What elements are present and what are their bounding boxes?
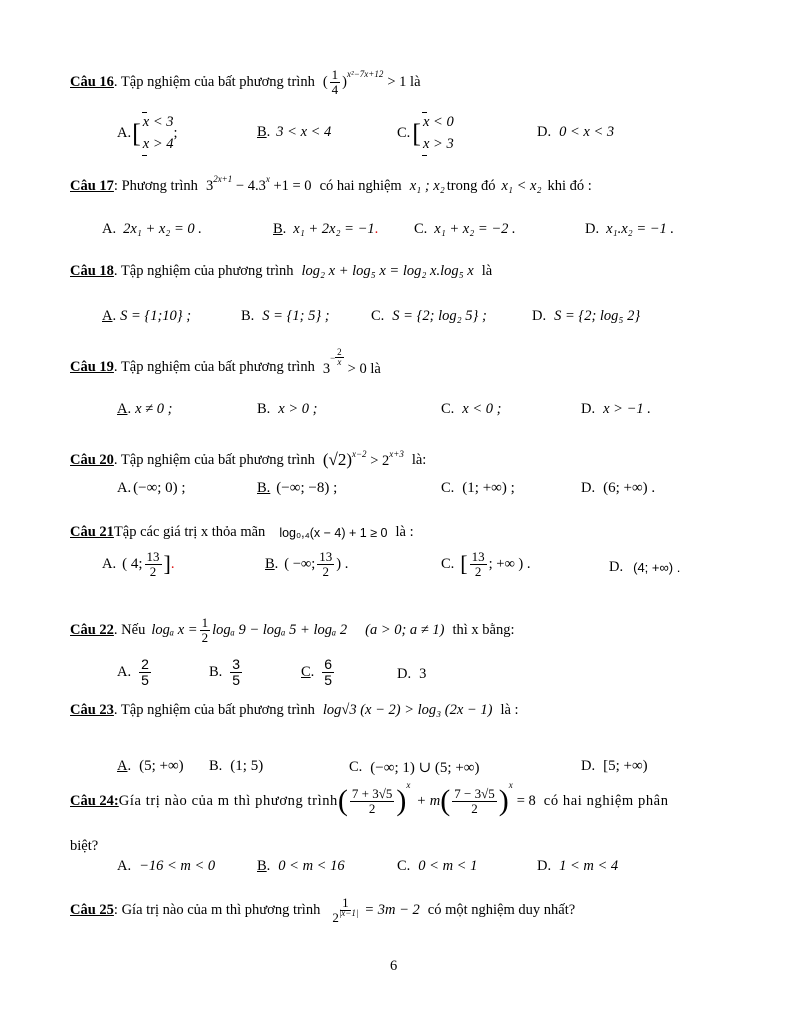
option-text: x > 0 ; [278,401,318,417]
math-expression [323,450,404,470]
option-text: x₁ + x₂ = −2 . [434,221,516,237]
q23-option-b[interactable] [209,758,263,775]
base: 3 [322,360,331,377]
system-top: x < 3 [142,114,174,130]
option-letter: D. [397,666,412,682]
option-letter: B. [209,758,223,774]
q19-option-b[interactable] [257,401,317,418]
option-letter: B. [257,401,271,417]
frac-num: 6 [324,656,333,672]
q18-option-b[interactable] [241,308,330,325]
option-text: (−∞; −8) ; [276,480,338,496]
option-letter: D. [581,758,596,774]
frac-den: 5 [324,671,333,688]
system-top: x < 0 [422,114,454,130]
q22-option-d[interactable] [397,666,426,683]
option-text: (−∞; 1) ∪ (5; +∞) [370,760,480,776]
frac-den: 2 [368,800,376,816]
option-letter: A. [117,480,132,496]
q17-option-a[interactable] [102,221,202,238]
question-20 [70,450,426,470]
option-letter: C. [441,401,455,417]
frac-num: 2 [141,656,149,672]
q18-option-a[interactable] [102,308,191,325]
option-text: x > −1 . [603,401,651,417]
question-text: biệt? [70,838,99,854]
math-expression [205,174,312,195]
interval-end: ) . [336,555,349,572]
option-letter: D. [537,858,552,874]
option-letter: B [257,124,267,140]
base: (√2) [322,450,352,469]
frac-num: 13 [319,549,333,564]
option-text: S = {1; 5} ; [262,308,330,324]
exponent: x [508,780,513,790]
option-letter: B [257,858,267,874]
option-letter: B. [209,663,223,680]
option-letter: D. [585,221,600,237]
option-dot: . [274,555,279,572]
frac-den-base: 2 [332,909,339,925]
system-bottom: x > 4 [142,135,174,152]
q21-option-d[interactable] [609,559,680,576]
exponent: x+3 [389,449,404,459]
question-text: là [481,263,493,279]
option-dot: . [266,858,271,874]
q17-option-c[interactable] [414,221,516,238]
q20-option-b[interactable] [257,480,337,497]
q18-option-c[interactable] [371,308,487,325]
question-text: : Gía trị nào của m thì phương trình [113,901,321,918]
question-label: Câu 24: [70,792,119,809]
question-text: . Tập nghiệm của bất phương trình [113,73,315,90]
q22-option-a[interactable] [117,657,153,687]
option-letter: A. [102,221,117,237]
frac-den: 2 [149,563,157,579]
question-label: Câu 16 [70,73,114,90]
frac-num: 13 [471,549,485,564]
math-expression: log√3 (x − 2) > log₃ (2x − 1) [322,702,493,718]
q20-option-d[interactable] [581,480,655,497]
q23-option-d[interactable] [581,758,648,775]
question-label: Câu 25 [70,901,114,918]
math-expression: log₂ x + log₅ x = log₂ x.log₅ x [301,263,474,279]
q18-option-d[interactable] [532,308,640,325]
eq-end: = 3m − 2 [364,901,420,918]
option-letter: B. [257,480,271,496]
option-text: −16 < m < 0 [139,858,216,874]
eq-part: > 2 [366,453,390,469]
q22-option-b[interactable] [209,657,244,687]
option-letter: A. [117,858,132,874]
question-label: Câu 19 [70,359,114,376]
option-text: (4; +∞) . [633,560,681,575]
q22-option-c[interactable] [301,657,336,687]
eq-end: = 8 [516,792,536,809]
eq-part: 3 [205,178,214,194]
frac-num: 7 + 3√5 [351,785,393,801]
inequality-system [143,112,174,156]
frac-den: 5 [141,671,149,688]
option-dot: . [266,124,271,140]
option-letter: B. [241,308,255,324]
q24-option-c[interactable] [397,858,477,875]
option-letter: A. [117,663,132,680]
q19-option-a[interactable] [117,401,172,418]
answer-mark: . [374,221,379,237]
exponent: 2x+1 [213,174,233,184]
frac-den: 4 [331,81,339,97]
frac-num: 13 [146,549,160,564]
q19-option-c[interactable] [441,401,501,418]
option-letter: B [273,221,283,237]
option-letter: D. [532,308,547,324]
exponent [330,348,344,368]
option-dot: . [112,308,117,324]
question-label: Câu 23 [70,702,114,718]
option-tail: ; [173,125,178,142]
math-expression [151,616,444,644]
q23-option-a[interactable] [117,758,184,775]
inequality-system [423,112,454,156]
question-label: Câu 21 [70,524,114,540]
frac-den: x [337,357,342,368]
question-text: Tập các giá trị x thỏa mãn [113,524,266,540]
option-text: S = {2; log₂ 5} ; [392,308,487,324]
option-letter: A. [102,555,117,572]
option-letter: C [301,663,311,680]
option-letter: A. [117,125,132,142]
option-letter: A [102,308,113,324]
option-text: x < 0 ; [462,401,502,417]
question-25 [70,896,575,924]
eq-right: logₐ 9 − logₐ 5 + logₐ 2 [212,621,348,638]
option-dot: . [127,401,132,417]
expr-tail: > 0 là [347,360,381,377]
option-text: (5; +∞) [139,758,184,774]
option-letter: C. [441,480,455,496]
expr-tail: > 1 là [387,73,421,90]
q19-option-d[interactable] [581,401,651,418]
q21-option-b[interactable] [265,550,348,578]
interval-start: [ [460,551,468,577]
eq-part: − 4.3 [232,178,266,194]
question-text: có một nghiệm duy nhất? [427,901,576,918]
option-letter: C. [414,221,428,237]
question-label: Câu 18 [70,263,114,279]
frac-den: 2 [474,563,482,579]
q21-option-c[interactable] [441,550,531,578]
interval-end: ] [163,551,171,577]
option-letter: C. [371,308,385,324]
eq-part: + m [416,792,441,809]
option-text: x ≠ 0 ; [135,401,173,417]
question-text: thì x bằng: [452,621,515,638]
q24-option-d[interactable] [537,858,618,875]
frac-num: 2 [337,347,342,357]
frac-num: 1 [342,895,349,910]
interval-start: ( −∞; [284,555,316,572]
q16-option-b[interactable] [257,124,331,141]
math-expression: ( $\frac{7 + 3√5}{2}$ ) x + m ( $\frac{7 - 3√5}{2}$ ) x = 8 [337,780,536,817]
eq-left: logₐ x = [151,621,198,638]
frac-num: 7 − 3√5 [454,785,495,801]
option-text: 3 < x < 4 [276,124,332,140]
option-text: 0 < x < 3 [559,124,615,140]
q21-option-a[interactable] [102,550,174,578]
question-text: là: [411,451,427,468]
option-text: x₁ + 2x₂ = −1 [293,221,375,237]
option-letter: B [265,555,275,572]
question-text: Gía trị nào của m thì phương trình [118,792,338,809]
question-text: . Nếu [113,621,146,638]
frac-den: 2 [471,800,478,816]
answer-mark: . [170,555,175,572]
option-text: 1 < m < 4 [559,858,619,874]
q16-option-d[interactable] [537,124,614,141]
exponent: |x−1| [338,907,359,918]
question-text: . Tập nghiệm của phương trình [113,263,294,279]
frac-num: 1 [331,67,339,82]
option-text: [5; +∞) [603,758,648,774]
option-text: x₁.x₂ = −1 . [606,221,675,237]
question-text: . Tập nghiệm của bất phương trình [113,359,315,376]
option-letter: D. [537,124,552,140]
question-18 [70,263,492,280]
frac-den: 5 [232,671,241,688]
question-text: có hai nghiệm [319,178,402,194]
option-text: (1; 5) [230,758,264,774]
option-letter: A [117,758,128,774]
math-condition: (a > 0; a ≠ 1) [365,621,445,638]
option-letter: C. [397,858,411,874]
q24-option-a[interactable] [117,858,215,875]
question-24 [70,780,669,817]
q17-option-d[interactable] [585,221,674,238]
question-text: có hai nghiệm phân [543,792,669,809]
q16-option-a[interactable]: A. [ x < 3 x > 4 ; [117,112,178,156]
q20-option-a[interactable] [117,480,186,497]
interval-end: ; +∞ ) . [488,555,531,572]
question-text: là : [395,524,414,540]
option-letter: C. [441,555,455,572]
question-22 [70,616,515,644]
question-text: trong đó [446,178,496,194]
q16-option-c[interactable]: C. [ x < 0 x > 3 [397,112,454,156]
math-expression [328,896,419,924]
option-letter: D. [609,559,624,575]
question-label: Câu 17 [70,178,114,194]
q20-option-c[interactable] [441,480,515,497]
question-text: : Phương trình [113,178,198,194]
eq-part: +1 = 0 [269,178,312,194]
question-23 [70,702,519,719]
q17-option-b[interactable] [273,221,378,238]
option-text: 2x₁ + x₂ = 0 . [123,221,202,237]
exponent: x [265,174,270,184]
exponent: x [406,780,411,790]
option-letter: A [117,401,128,417]
system-bottom: x > 3 [422,135,454,152]
exponent: x−2 [351,449,367,459]
option-text: 0 < m < 16 [278,858,345,874]
question-21 [70,524,414,541]
math-expression [322,347,381,378]
option-letter: C. [397,125,411,142]
option-letter: D. [581,480,596,496]
question-19 [70,347,381,378]
question-16 [70,68,421,96]
option-text: 0 < m < 1 [418,858,478,874]
frac-num: 1 [201,615,209,630]
question-text: khi đó : [547,178,592,194]
exponent: x²−7x+12 [347,69,384,80]
math-expression: log₀,₄(x − 4) + 1 ≥ 0 [279,525,388,540]
option-text: (−∞; 0) ; [133,480,186,496]
question-24-line2 [70,838,98,855]
math-expression: ( $\frac{1}{4}$ ) x²−7x+12 > 1 là [322,67,421,97]
frac-num: 3 [232,656,241,672]
option-text: S = {1;10} ; [120,308,192,324]
question-text: . Tập nghiệm của bất phương trình [113,451,315,468]
option-text: 3 [419,666,427,682]
q24-option-b[interactable] [257,858,345,875]
question-label: Câu 22 [70,621,114,638]
frac-den: 2 [201,629,209,645]
option-text: (1; +∞) ; [462,480,515,496]
math-roots: x₁ ; x₂ [409,178,445,194]
math-condition: x₁ < x₂ [501,178,542,194]
option-dot: . [127,758,132,774]
question-17 [70,174,592,195]
exp-sign: − [330,352,336,363]
option-letter: D. [581,401,596,417]
option-text: S = {2; log₅ 2} [554,308,641,324]
question-text: là : [500,702,519,718]
page-number: 6 [390,958,398,974]
frac-den: 2 [322,563,330,579]
question-text: . Tập nghiệm của bất phương trình [113,702,315,718]
option-dot: . [310,663,315,680]
interval-start: ( 4; [122,555,143,572]
q23-option-c[interactable] [349,758,480,777]
option-text: (6; +∞) . [603,480,656,496]
option-dot: . [282,221,287,237]
option-letter: C. [349,759,363,775]
question-label: Câu 20 [70,451,114,468]
